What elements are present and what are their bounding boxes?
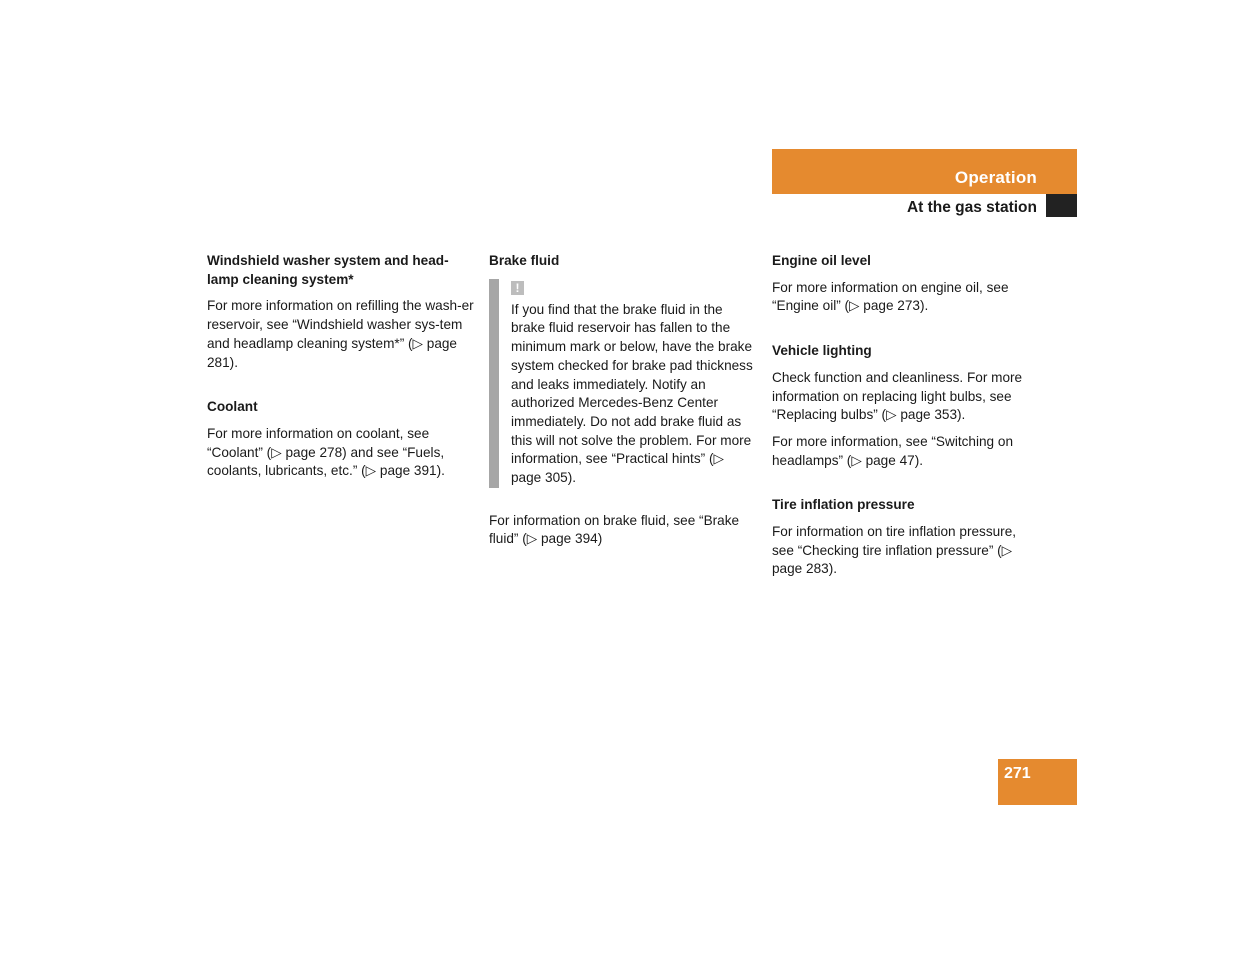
brake-fluid-text: For information on brake fluid, see “Brake fluid” (▷ page 394): [489, 512, 740, 547]
warning-bar: [489, 279, 499, 488]
vehicle-lighting-text-2: For more information, see “Switching on headlamps” (▷ page 47).: [772, 433, 1014, 468]
engine-oil-text: For more information on engine oil, see “Engine oil” (▷ page 273).: [772, 279, 1009, 314]
page-number: 271: [1004, 765, 1031, 782]
warning-icon: !: [511, 281, 524, 295]
vehicle-lighting-heading: Vehicle lighting: [772, 343, 872, 359]
engine-oil-heading: Engine oil level: [772, 253, 871, 268]
warning-text: If you find that the brake fluid in the brake fluid reservoir has fallen to the minimum mark or below, have the brake system checked for brake pad thickness and leaks immediately. Notify an authorized Mercedes-Benz Center immediately. Do not add brake fluid as this will not solve the problem. For more information, see “Practical hints” (▷ page 305).: [511, 301, 753, 486]
subsection-header: [772, 194, 1046, 217]
page-number-box: [998, 759, 1077, 805]
coolant-heading: Coolant: [207, 399, 258, 415]
coolant-text: For more information on coolant, see “Coolant” (▷ page 278) and see “Fuels, coolants, lubricants, etc.” (▷ page 391).: [207, 425, 445, 479]
warning-box: [489, 279, 753, 488]
tire-pressure-text: For information on tire inflation pressure, see “Checking tire inflation pressure” (▷ page 283).: [772, 524, 1017, 577]
washer-heading: Windshield washer system and head-lamp cleaning system*: [207, 253, 449, 287]
vehicle-lighting-text-1: Check function and cleanliness. For more information on replacing light bulbs, see “Replacing bulbs” (▷ page 353).: [772, 369, 1023, 423]
column-3: [772, 252, 1040, 587]
section-title: Operation: [954, 168, 1037, 187]
tire-pressure-heading: Tire inflation pressure: [772, 497, 915, 513]
column-1: [207, 252, 475, 489]
section-header-bar: [772, 149, 1077, 194]
brake-fluid-heading: Brake fluid: [489, 253, 560, 268]
subsection-title: At the gas station: [906, 199, 1037, 216]
header-tab-marker: [1046, 194, 1077, 217]
washer-text: For more information on refilling the wash-er reservoir, see “Windshield washer sys-tem and headlamp cleaning system*” (▷ page 281).: [207, 298, 474, 370]
column-2: [489, 252, 753, 557]
